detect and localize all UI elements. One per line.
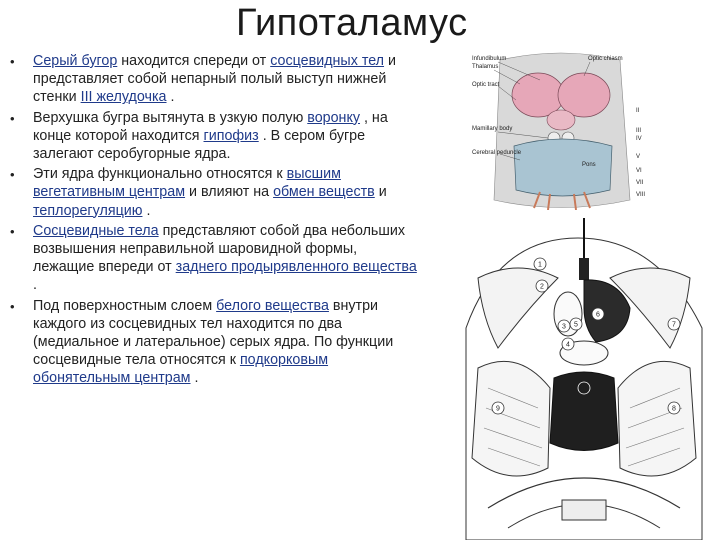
nerve-numeral: VII xyxy=(636,180,644,186)
numbered-marker xyxy=(578,382,590,394)
infundibulum-stalk xyxy=(547,110,575,130)
hypothalamus-section-diagram xyxy=(458,218,710,540)
bullet-text: внутри каждого из сосцевидных тел находится по два (медиальное и латеральное) серых ядра. По функции сосцевидные тела относятся к xyxy=(33,297,394,369)
label-pons: Pons xyxy=(582,162,596,168)
marker-number: 9 xyxy=(496,405,500,413)
numbered-marker xyxy=(570,318,582,330)
bullet-list xyxy=(10,52,420,390)
link-term[interactable]: теплорегуляцию xyxy=(33,202,143,219)
link-term[interactable]: гипофиз xyxy=(203,127,259,144)
numbered-marker xyxy=(534,258,546,270)
slide-title: Гипоталамус xyxy=(236,2,468,44)
numbered-marker xyxy=(668,318,680,330)
label-mamillary-body: Mamillary body xyxy=(472,126,513,132)
bullet-text: и представляет собой непарный полый выступ нижней стенки xyxy=(33,53,396,106)
bullet-item xyxy=(10,297,420,388)
pons xyxy=(514,139,612,196)
label-optic-chiasm: Optic chiasm xyxy=(588,56,623,62)
brain-base-illustration xyxy=(470,50,656,210)
link-term[interactable]: высшим вегетативным центрам xyxy=(33,166,341,201)
bullet-text: . В сером бугре залегают серобугорные ядра. xyxy=(33,127,366,163)
label-infundibulum: Infundibulum xyxy=(472,56,507,62)
marker-number: 7 xyxy=(672,321,676,329)
bullet-dot: • xyxy=(10,110,15,126)
label-thalamus: Thalamus xyxy=(472,64,499,70)
link-term[interactable]: Сосцевидные тела xyxy=(33,222,159,239)
numbered-marker xyxy=(492,402,504,414)
link-term[interactable]: заднего продырявленного вещества xyxy=(175,259,417,276)
bullet-text: , на конце которой находится xyxy=(33,109,388,144)
numbered-marker xyxy=(592,308,604,320)
nerve-numeral: IV xyxy=(636,136,642,142)
bullet-dot: • xyxy=(10,223,15,239)
bullet-text: и влияют на xyxy=(185,184,274,201)
marker-number: 2 xyxy=(540,283,544,291)
bullet-dot: • xyxy=(10,54,15,69)
marker-number: 4 xyxy=(566,341,570,349)
numbered-marker xyxy=(668,402,680,414)
nerve-numeral: V xyxy=(636,154,641,160)
link-term[interactable]: сосцевидных тел xyxy=(270,53,385,69)
bullet-dot: • xyxy=(10,298,15,314)
nerve-numeral: VI xyxy=(636,168,642,174)
marker-number: 5 xyxy=(574,321,578,329)
bullet-item xyxy=(10,109,420,164)
numbered-marker xyxy=(562,338,574,350)
marker-number: 10 xyxy=(580,385,588,393)
bullet-text: и xyxy=(374,184,387,201)
marker-number: 6 xyxy=(596,311,600,319)
link-term[interactable]: подкорковым обонятельным центрам xyxy=(33,352,329,387)
link-term[interactable]: обмен веществ xyxy=(273,184,375,201)
nerve-numeral: II xyxy=(636,108,640,114)
bullet-text: . xyxy=(33,277,37,294)
label-optic-tract: Optic tract xyxy=(472,82,500,88)
nerve-numeral: III xyxy=(636,128,642,134)
bullet-item xyxy=(10,165,420,220)
bullet-item xyxy=(10,222,420,295)
bullet-dot: • xyxy=(10,167,15,183)
cranial-nerve-numerals xyxy=(636,108,645,198)
bullet-text: Верхушка бугра вытянута в узкую полую xyxy=(33,109,308,126)
link-term[interactable]: III желудочка xyxy=(80,89,167,106)
link-term[interactable]: Серый бугор xyxy=(33,53,118,69)
nerve-numeral: VIII xyxy=(636,192,646,198)
bullet-text: находится спереди от xyxy=(117,53,271,69)
label-cerebral-peduncle: Cerebral peduncle xyxy=(472,150,522,156)
numbered-marker xyxy=(558,320,570,332)
bullet-text: . xyxy=(142,202,151,219)
marker-number: 3 xyxy=(562,323,566,331)
bullet-text: Под поверхностным слоем xyxy=(33,297,217,314)
bullet-text: Эти ядра функционально относятся к xyxy=(33,166,287,183)
numbered-marker xyxy=(536,280,548,292)
link-term[interactable]: воронку xyxy=(307,109,361,126)
bullet-text: . xyxy=(190,370,199,387)
marker-number: 8 xyxy=(672,405,676,413)
link-term[interactable]: белого вещества xyxy=(216,297,329,314)
bullet-text: . xyxy=(166,89,175,106)
central-stalk-tip xyxy=(579,258,589,280)
bullet-text: представляют собой два небольших возвышения неправильной шаровидной формы, лежащие впереди от xyxy=(33,222,405,276)
marker-number: 1 xyxy=(538,261,542,269)
bullet-item xyxy=(10,52,420,107)
